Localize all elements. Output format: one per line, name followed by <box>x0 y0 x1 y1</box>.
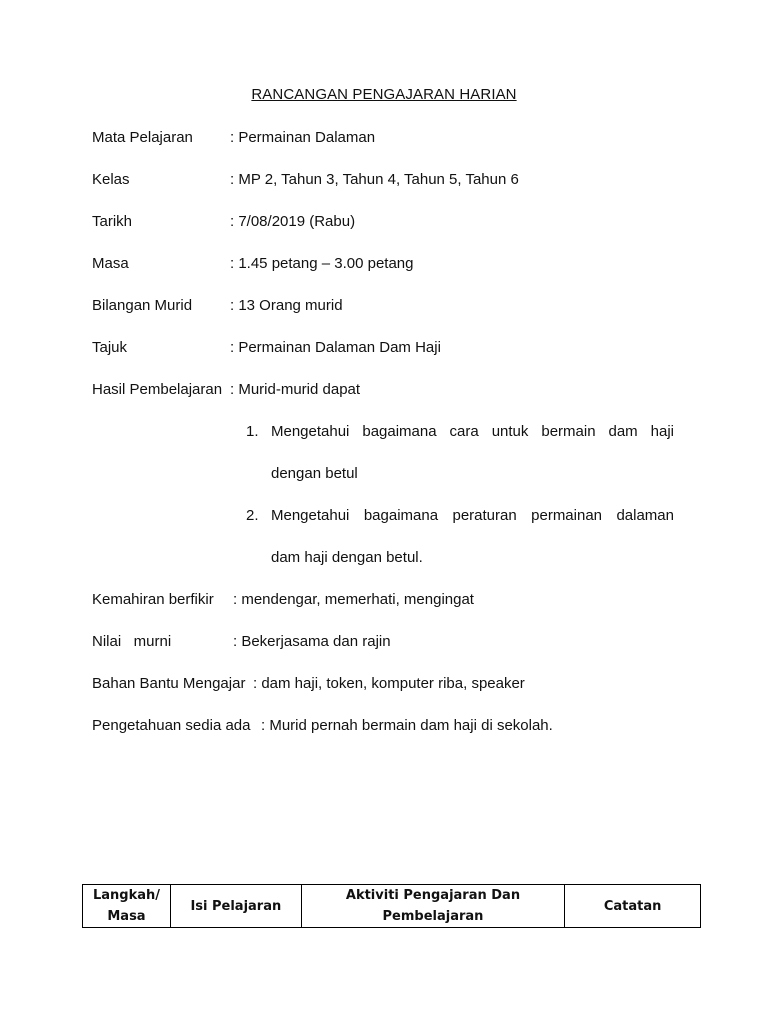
document-title: RANCANGAN PENGAJARAN HARIAN <box>251 86 517 103</box>
field-label: Bilangan Murid <box>92 297 193 314</box>
objective-number: 1. <box>246 423 259 440</box>
field-value: : Murid pernah bermain dam haji di sekolah. <box>261 717 553 734</box>
field-label: Tarikh <box>92 213 133 230</box>
header-aktiviti-line1: Aktiviti Pengajaran Dan <box>345 888 521 903</box>
field-label: Kemahiran berfikir <box>92 591 214 608</box>
field-label: Tajuk <box>92 339 128 356</box>
objective-number: 2. <box>246 507 259 524</box>
header-langkah: Langkah/ <box>92 888 160 903</box>
header-langkah-masa <box>83 885 171 928</box>
field-value: : mendengar, memerhati, mengingat <box>233 591 474 608</box>
field-value: : Murid-murid dapat <box>230 381 361 398</box>
header-catatan: Catatan <box>565 885 701 928</box>
field-value: : Bekerjasama dan rajin <box>233 633 391 650</box>
header-isi-pelajaran: Isi Pelajaran <box>170 885 301 928</box>
field-value: : Permainan Dalaman <box>230 129 376 146</box>
field-label: Nilai murni <box>92 633 172 650</box>
objective-text: Mengetahui bagaimana peraturan permainan dalaman <box>271 507 674 524</box>
table-header-row <box>83 885 701 928</box>
field-value: : dam haji, token, komputer riba, speaker <box>253 675 525 692</box>
header-aktiviti <box>301 885 564 928</box>
field-value: : 13 Orang murid <box>230 297 343 314</box>
field-value: : Permainan Dalaman Dam Haji <box>230 339 441 356</box>
lesson-plan-table <box>82 884 701 928</box>
field-label: Pengetahuan sedia ada <box>92 717 251 734</box>
objective-text-continued: dengan betul <box>271 465 358 482</box>
field-value: : 1.45 petang – 3.00 petang <box>230 255 414 272</box>
header-aktiviti-line2: Pembelajaran <box>382 909 484 924</box>
objective-text: Mengetahui bagaimana cara untuk bermain dam haji <box>271 423 674 440</box>
field-value: : 7/08/2019 (Rabu) <box>230 213 356 230</box>
field-label: Bahan Bantu Mengajar <box>92 675 246 692</box>
field-label: Masa <box>92 255 129 272</box>
field-value: : MP 2, Tahun 3, Tahun 4, Tahun 5, Tahun 6 <box>230 171 519 188</box>
field-label: Hasil Pembelajaran <box>92 381 223 398</box>
field-label: Kelas <box>92 171 130 188</box>
objective-text-continued: dam haji dengan betul. <box>271 549 423 566</box>
header-masa: Masa <box>107 909 146 924</box>
field-label: Mata Pelajaran <box>92 129 193 146</box>
